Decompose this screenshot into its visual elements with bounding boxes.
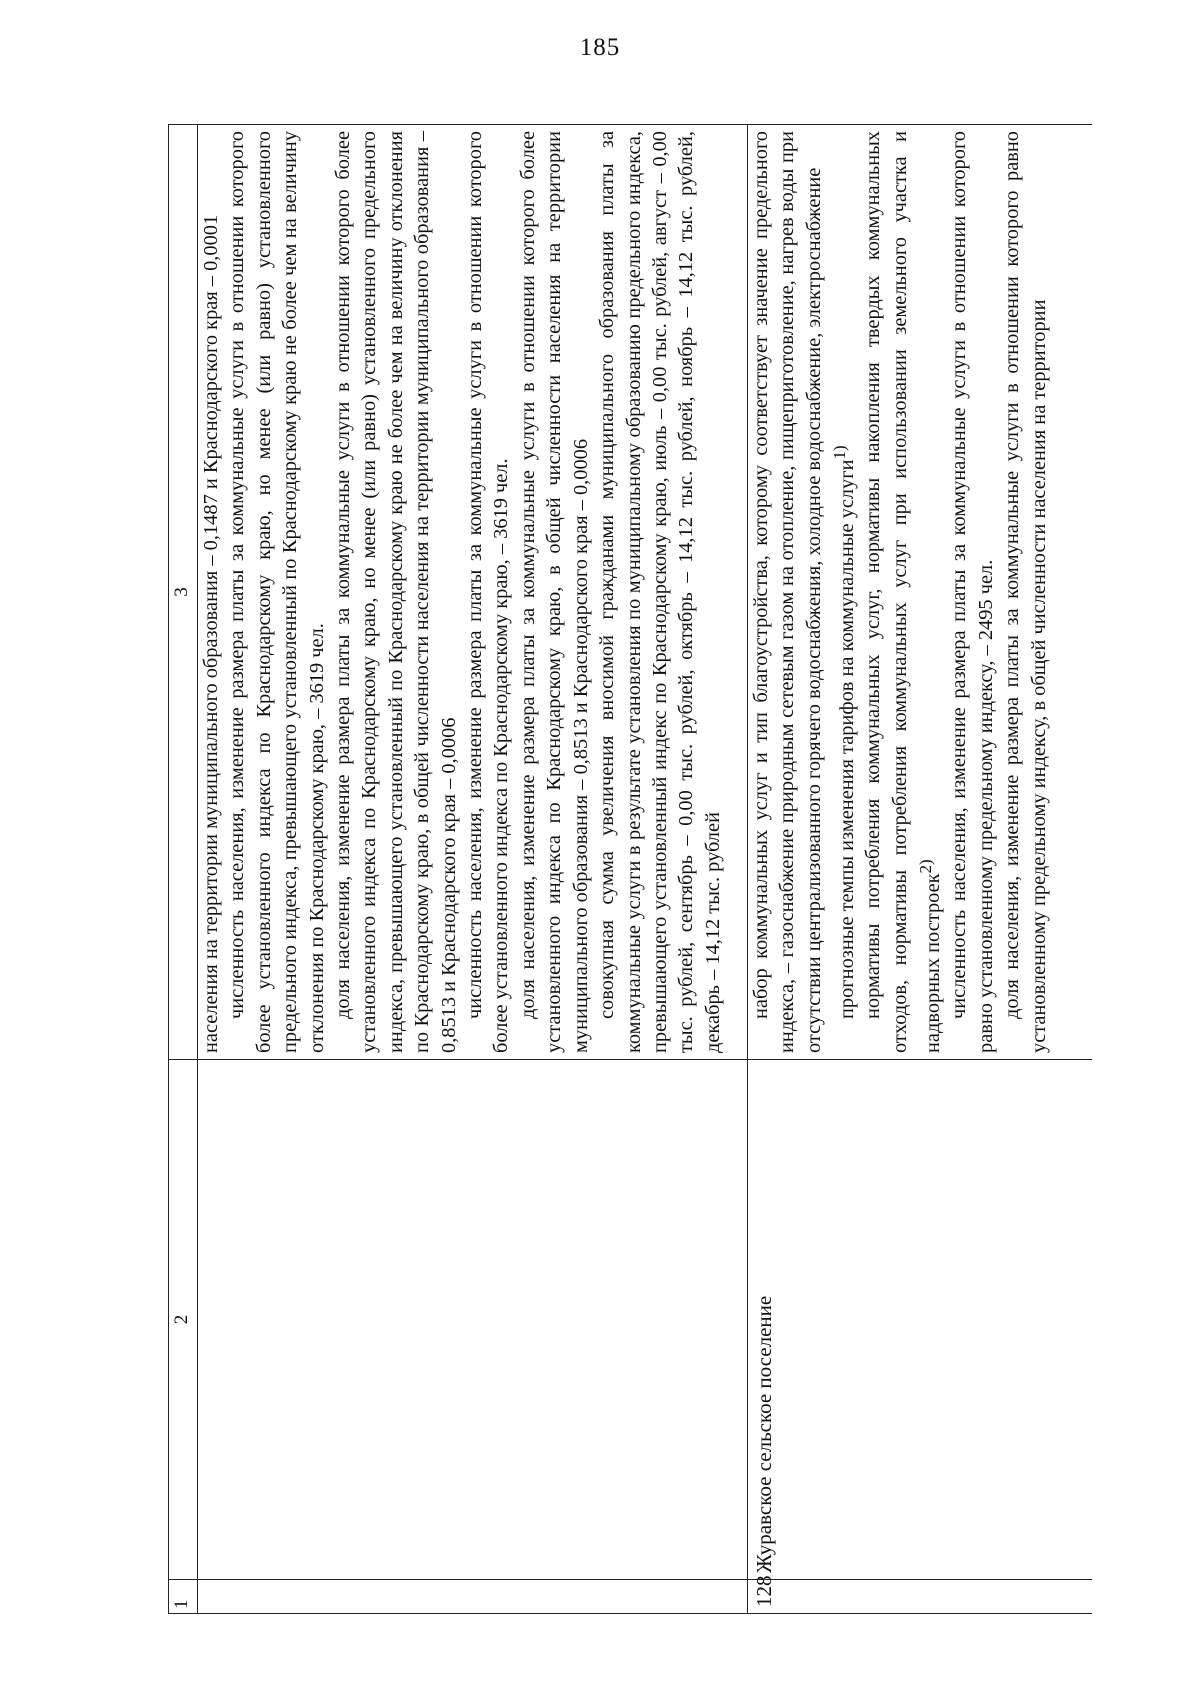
paragraph: численность населения, изменение размера платы за коммунальные услуги в отношении которого более установленного индекса по Краснодарскому краю, но менее (или равно) установленного предельного индекса, превышающего установленный по Краснодарскому краю не более чем на величину отклонения по Краснодарскому краю, – 3619 чел.	[226, 131, 328, 1053]
paragraph	[860, 131, 946, 1053]
paragraph-text: прогнозные темпы изменения тарифов на коммунальные услуги	[836, 459, 859, 1019]
row-description	[198, 125, 748, 1060]
paragraph: населения на территории муниципального образования – 0,1487 и Краснодарского края – 0,0001	[200, 214, 222, 1053]
page-number: 185	[579, 34, 621, 61]
paragraph-text: нормативы потребления коммунальных услуг, нормативы накопления твердых коммунальных отходов, нормативы потребления коммунальных услуг при использовании земельного участка и надворных построек	[862, 131, 945, 1053]
header-col-1: 1	[169, 1580, 198, 1614]
paragraph: доля населения, изменение размера платы за коммунальные услуги в отношении которого равно установленному предельному индексу, в общей численности населения на территории	[1001, 131, 1050, 1053]
rotated-table-wrapper	[168, 124, 1092, 1614]
header-col-3: 3	[169, 125, 198, 1060]
paragraph: численность населения, изменение размера платы за коммунальные услуги в отношении которого более установленного индекса по Краснодарскому краю, – 3619 чел.	[464, 131, 513, 1053]
row-description	[748, 125, 1093, 1060]
paragraph: набор коммунальных услуг и тип благоустройства, которому соответствует значение предельного индекса, – газоснабжение природным сетевым газом на отопление, пищеприготовление, нагрев воды при отсутствии централизованного горячего водоснабжения, холодное водоснабжение, электроснабжение	[750, 131, 825, 1053]
data-table	[168, 124, 1092, 1614]
settlement-name	[198, 1060, 748, 1580]
paragraph	[827, 131, 860, 1053]
row-number: 128	[748, 1580, 1093, 1614]
header-col-2: 2	[169, 1060, 198, 1580]
paragraph: доля населения, изменение размера платы за коммунальные услуги в отношении которого более установленного индекса по Краснодарскому краю, но менее (или равно) установленного предельного индекса, превышающего установленный по Краснодарскому краю не более чем на величину отклонения по Краснодарскому краю, в общей численности населения на территории муниципального образования – 0,8513 и Краснодарского края – 0,0006	[332, 131, 460, 1053]
footnote-ref: 2)	[916, 859, 936, 874]
table-header-row	[169, 125, 198, 1614]
table-row	[748, 125, 1093, 1614]
settlement-name: Журавское сельское поселение	[748, 1060, 1093, 1580]
paragraph: численность населения, изменение размера платы за коммунальные услуги в отношении которого равно установленному предельному индексу, – 2495 чел.	[948, 131, 997, 1053]
table-row	[198, 125, 748, 1614]
row-number	[198, 1580, 748, 1614]
paragraph: доля населения, изменение размера платы за коммунальные услуги в отношении которого более установленного индекса по Краснодарскому краю, в общей численности населения на территории муниципального образования – 0,8513 и Краснодарского края – 0,0006	[516, 131, 592, 1053]
paragraph: совокупная сумма увеличения вносимой гражданами муниципального образования платы за коммунальные услуги в результате установления по муниципальному образованию предельного индекса, превышающего установленный индекс по Краснодарскому краю, июль – 0,00 тыс. рублей, август – 0,00 тыс. рублей, сентябрь – 0,00 тыс. рублей, октябрь – 14,12 тыс. рублей, ноябрь – 14,12 тыс. рублей, декабрь – 14,12 тыс. рублей	[596, 131, 724, 1053]
footnote-ref: 1)	[830, 445, 850, 460]
